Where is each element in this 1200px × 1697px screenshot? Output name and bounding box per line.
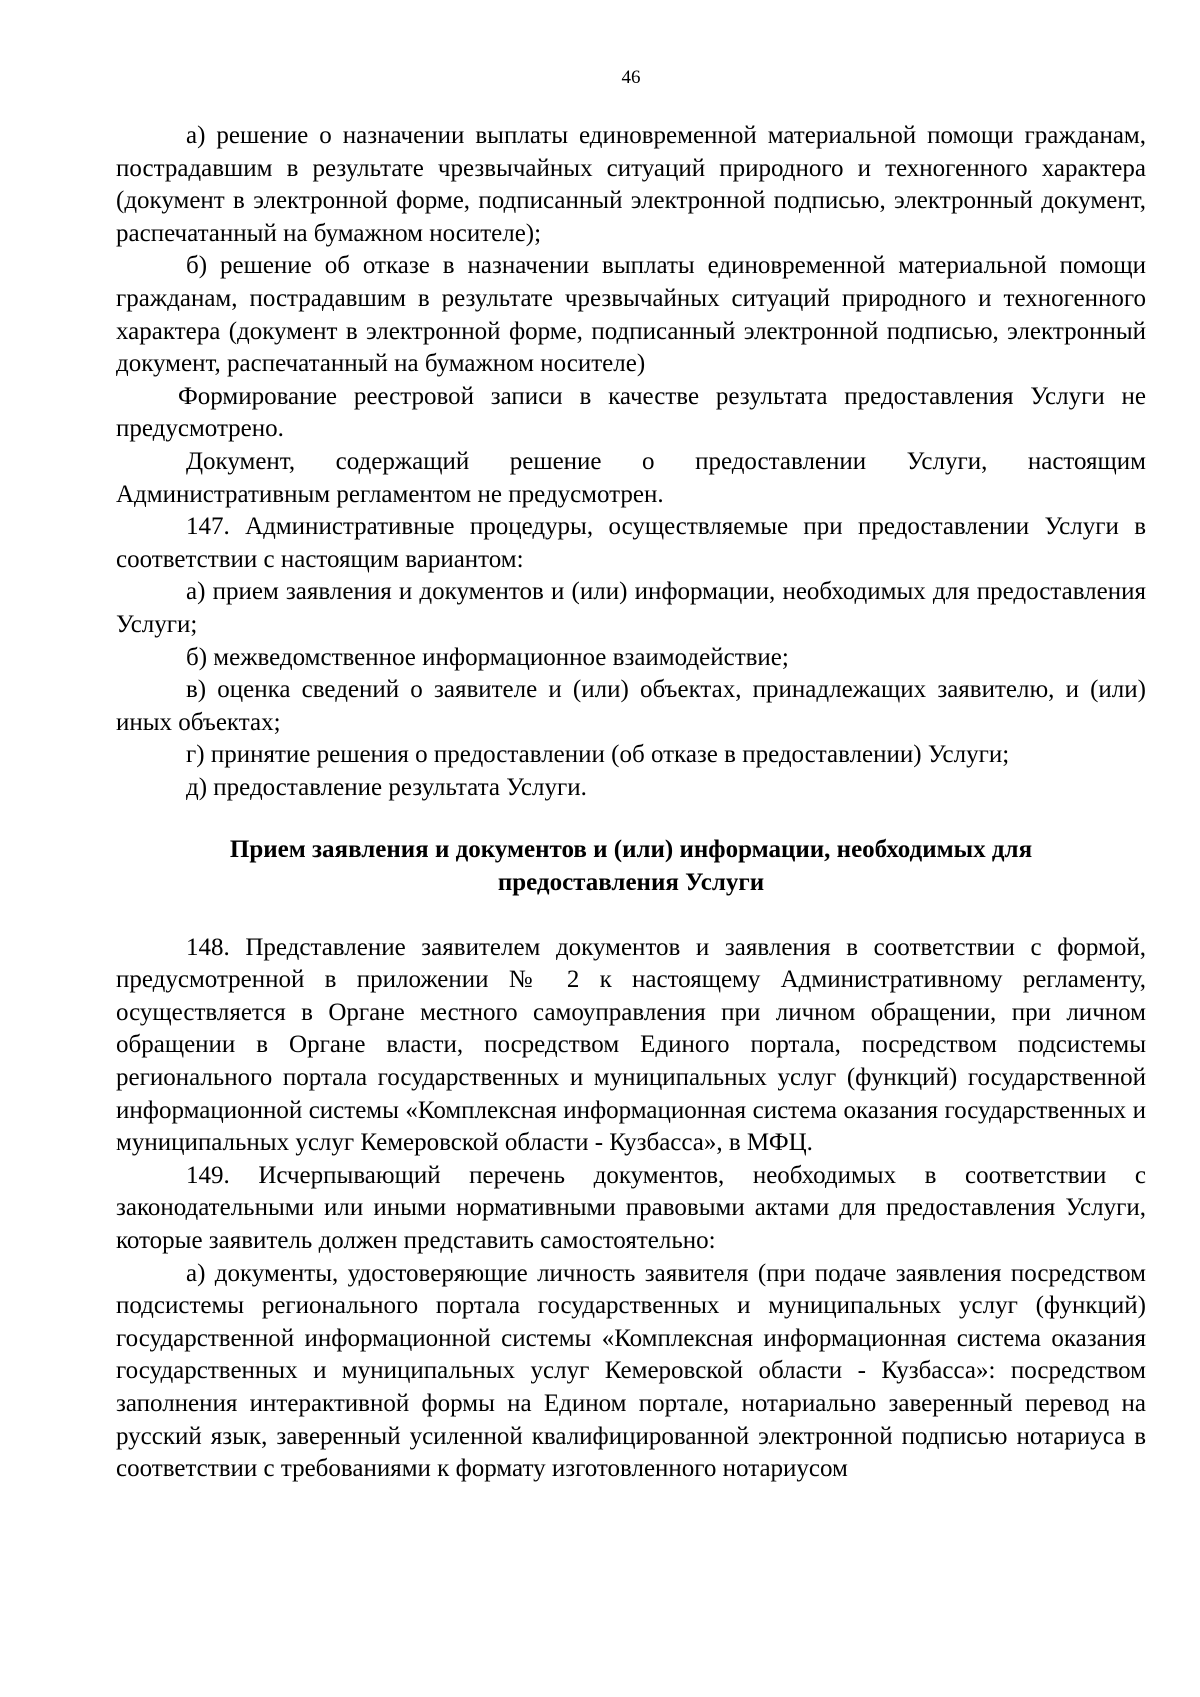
document-page xyxy=(116,66,1146,1486)
list-item-a: а) прием заявления и документов и (или) информации, необходимых для предоставления Услуги; xyxy=(116,578,1146,638)
paragraph-149-a: а) документы, удостоверяющие личность заявителя (при подаче заявления посредством подсистемы регионального портала государственных и муниципальных услуг (функций) государственной информационной системы «Комплексная информационная система оказания государственных и муниципальных услуг Кемеровской области - Кузбасса»: посредством заполнения интерактивной формы на Едином портале, нотариально заверенный перевод на русский язык, заверенный усиленной квалифицированной электронной подписью нотариуса в соответствии с требованиями к формату изготовленного нотариусом xyxy=(116,1259,1146,1483)
list-item-d: д) предоставление результата Услуги. xyxy=(186,773,587,801)
paragraph-decision-grant: а) решение о назначении выплаты единовременной материальной помощи гражданам, пострадавшим в результате чрезвычайных ситуаций природного и техногенного характера (документ в электронной форме, подписанный электронной подписью, электронный документ, распечатанный на бумажном носителе); xyxy=(116,122,1146,247)
list-item-b: б) межведомственное информационное взаимодействие; xyxy=(186,643,789,671)
paragraph-148: 148. Представление заявителем документов и заявления в соответствии с формой, предусмотренной в приложении № 2 к настоящему Административному регламенту, осуществляется в Органе местного самоуправления при личном обращении, при личном обращении в Органе власти, посредством Единого портала, посредством подсистемы регионального портала государственных и муниципальных услуг (функций) государственной информационной системы «Комплексная информационная система оказания государственных и муниципальных услуг Кемеровской области - Кузбасса», в МФЦ. xyxy=(116,933,1146,1157)
paragraph-147: 147. Административные процедуры, осуществляемые при предоставлении Услуги в соответствии с настоящим вариантом: xyxy=(116,513,1146,573)
list-item-g: г) принятие решения о предоставлении (об отказе в предоставлении) Услуги; xyxy=(186,741,1010,769)
paragraph-registry-record: Формирование реестровой записи в качестве результата предоставления Услуги не предусмотрено. xyxy=(116,382,1146,443)
section-heading-line2: предоставления Услуги xyxy=(497,869,765,897)
section-heading xyxy=(116,834,1146,899)
paragraph-decision-refusal: б) решение об отказе в назначении выплаты единовременной материальной помощи гражданам, пострадавшим в результате чрезвычайных ситуаций природного и техногенного характера (документ в электронной форме, подписанный электронной подписью, электронный документ, распечатанный на бумажном носителе) xyxy=(116,252,1146,378)
list-item-v: в) оценка сведений о заявителе и (или) объектах, принадлежащих заявителю, и (или) иных объектах; xyxy=(116,676,1146,736)
paragraph-document-decision: Документ, содержащий решение о предоставлении Услуги, настоящим Административным регламентом не предусмотрен. xyxy=(116,447,1146,508)
section-heading-line1: Прием заявления и документов и (или) информации, необходимых для xyxy=(229,836,1033,864)
paragraph-149: 149. Исчерпывающий перечень документов, необходимых в соответствии с законодательными или иными нормативными правовыми актами для предоставления Услуги, которые заявитель должен представить самостоятельно: xyxy=(116,1161,1146,1254)
page-number: 46 xyxy=(621,67,641,88)
